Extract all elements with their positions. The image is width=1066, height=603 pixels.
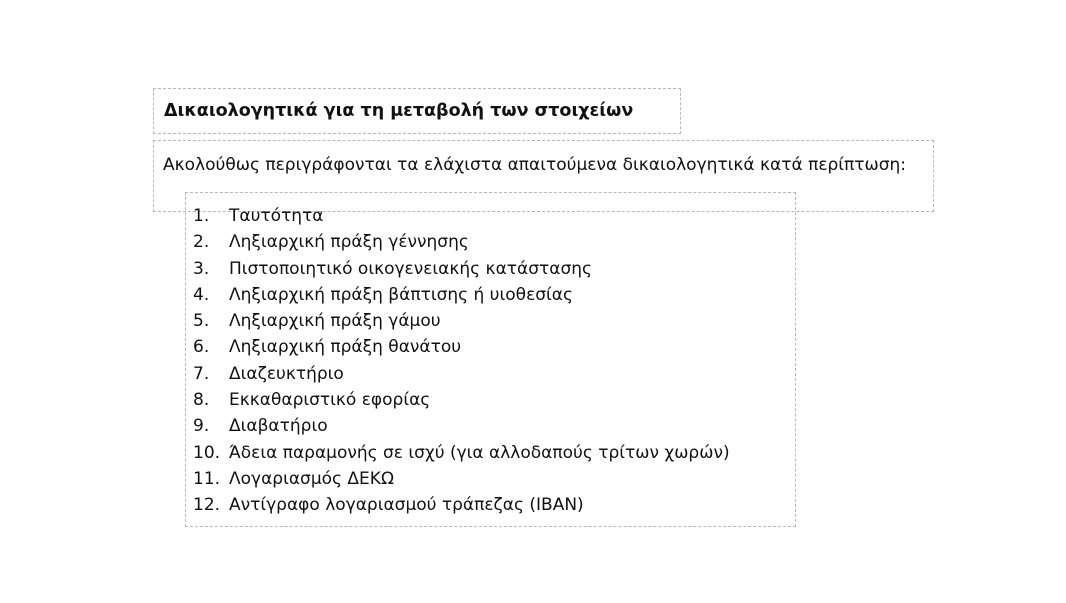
item-number: 12. [193, 495, 221, 516]
list-item [193, 466, 730, 492]
item-number: 1. [193, 206, 210, 226]
list-item [193, 282, 730, 308]
item-number: 6. [193, 337, 210, 358]
list-item [193, 413, 730, 439]
item-number: 5. [193, 311, 210, 332]
item-text: Ληξιαρχική πράξη θανάτου [229, 337, 462, 358]
list-item [193, 229, 730, 255]
item-number: 3. [193, 258, 210, 279]
list-item [193, 440, 730, 466]
item-text: Ταυτότητα [229, 206, 324, 226]
item-number: 11. [193, 468, 221, 489]
item-number: 7. [193, 363, 210, 384]
item-text: Διαζευκτήριο [229, 363, 344, 384]
item-number: 4. [193, 284, 210, 305]
document-title: Δικαιολογητικά για τη μεταβολή των στοιχείων [164, 101, 634, 121]
list-item [193, 361, 730, 387]
item-text: Άδεια παραμονής σε ισχύ (για αλλοδαπούς τρίτων χωρών) [229, 442, 730, 463]
item-number: 9. [193, 416, 210, 437]
item-text: Διαβατήριο [229, 416, 328, 437]
item-number: 10. [193, 442, 221, 463]
list-item [193, 308, 730, 334]
intro-paragraph: Ακολούθως περιγράφονται τα ελάχιστα απαιτούμενα δικαιολογητικά κατά περίπτωση: [163, 155, 907, 175]
item-text: Πιστοποιητικό οικογενειακής κατάστασης [229, 258, 592, 279]
list-item [193, 387, 730, 413]
list-item [193, 256, 730, 282]
item-number: 2. [193, 232, 210, 253]
item-text: Ληξιαρχική πράξη βάπτισης ή υιοθεσίας [229, 284, 573, 305]
item-text: Λογαριασμός ΔΕΚΩ [229, 468, 394, 489]
item-text: Ληξιαρχική πράξη γάμου [229, 311, 441, 332]
item-text: Αντίγραφο λογαριασμού τράπεζας (IBAN) [229, 495, 584, 516]
required-documents-list [193, 203, 730, 519]
list-item [193, 203, 730, 229]
list-item [193, 334, 730, 360]
item-number: 8. [193, 390, 210, 411]
item-text: Ληξιαρχική πράξη γέννησης [229, 232, 469, 253]
list-item [193, 492, 730, 518]
item-text: Εκκαθαριστικό εφορίας [229, 390, 431, 411]
